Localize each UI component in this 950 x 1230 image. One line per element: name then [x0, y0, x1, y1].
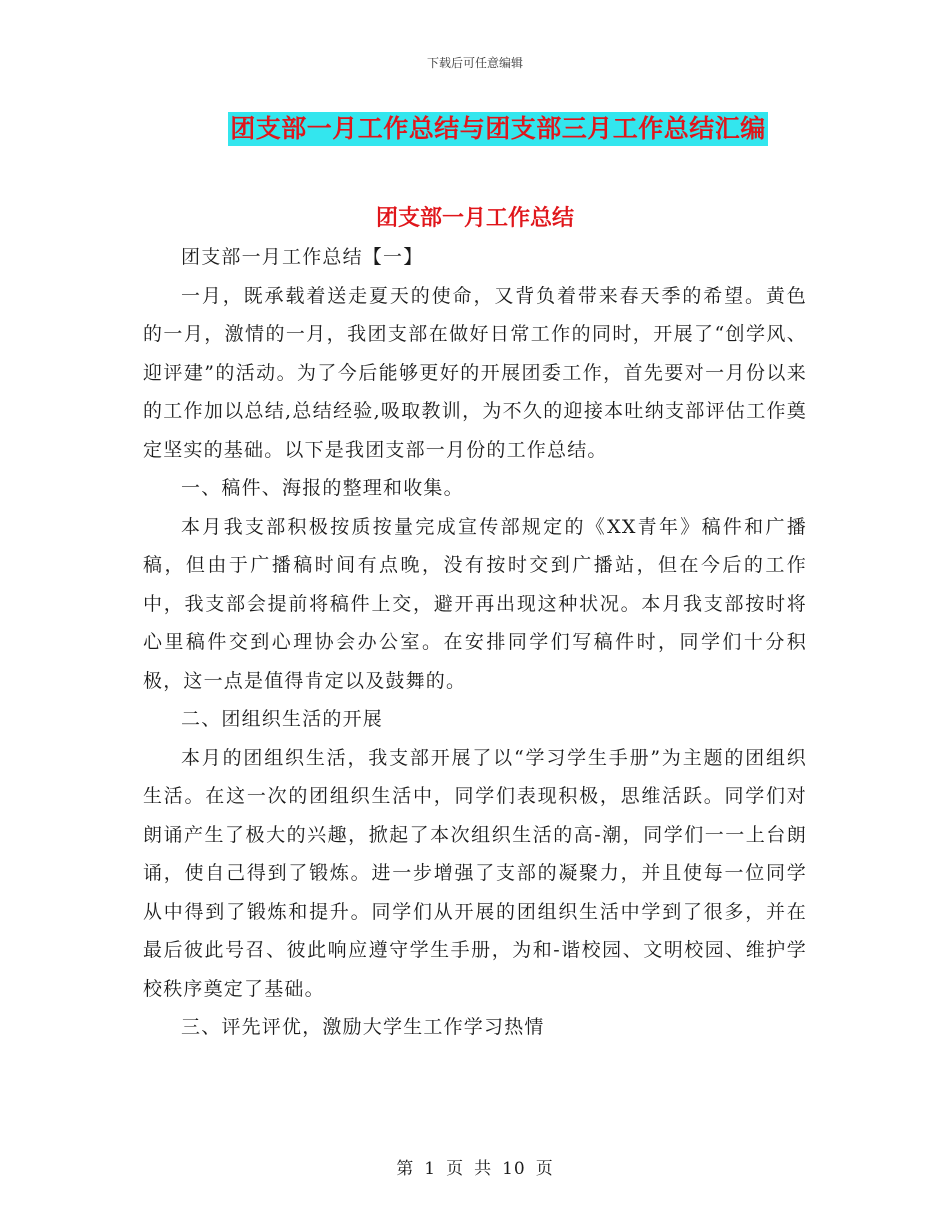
paragraph: 一月，既承载着送走夏天的使命，又背负着带来春天季的希望。黄色的一月，激情的一月，我团支部在做好日常工作的同时，开展了“创学风、迎评建”的活动。为了今后能够更好的开展团委工作，首先要对一月份以来的工作加以总结,总结经验,吸取教训，为不久的迎接本吐纳支部评估工作奠定坚实的基础。以下是我团支部一月份的工作总结。: [143, 284, 807, 461]
paragraph: 一、稿件、海报的整理和收集。: [181, 477, 464, 499]
main-title-text: 团支部一月工作总结与团支部三月工作总结汇编: [228, 112, 768, 146]
paragraph: 三、评先评优，激励大学生工作学习热情: [181, 1016, 545, 1038]
footer-label-di: 第: [396, 1159, 415, 1179]
paragraph: 团支部一月工作总结【一】: [181, 246, 424, 268]
section-title: 团支部一月工作总结: [375, 205, 574, 231]
paragraph: 本月我支部积极按质按量完成宣传部规定的《XX青年》稿件和广播稿，但由于广播稿时间有点晚，没有按时交到广播站，但在今后的工作中，我支部会提前将稿件上交，避开再出现这种状况。本月我支部按时将心里稿件交到心理协会办公室。在安排同学们写稿件时，同学们十分积极，这一点是值得肯定以及鼓舞的。: [143, 515, 807, 692]
body-text: [143, 238, 807, 1047]
page-total: 10: [502, 1159, 526, 1179]
footer-label-ye2: 页: [535, 1159, 554, 1179]
header-note: 下载后可任意编辑: [426, 56, 523, 70]
page-current: 1: [424, 1159, 437, 1179]
page-footer: [0, 1154, 950, 1179]
footer-label-gong: 共: [474, 1159, 493, 1179]
paragraph: 二、团组织生活的开展: [181, 708, 384, 730]
main-title: [0, 112, 950, 146]
footer-label-ye: 页: [446, 1159, 465, 1179]
paragraph: 本月的团组织生活，我支部开展了以“学习学生手册”为主题的团组织生活。在这一次的团组织生活中，同学们表现积极，思维活跃。同学们对朗诵产生了极大的兴趣，掀起了本次组织生活的高-潮，同学们一一上台朗诵，使自己得到了锻炼。进一步增强了支部的凝聚力，并且使每一位同学从中得到了锻炼和提升。同学们从开展的团组织生活中学到了很多，并在最后彼此号召、彼此响应遵守学生手册，为和-谐校园、文明校园、维护学校秩序奠定了基础。: [143, 746, 807, 1000]
